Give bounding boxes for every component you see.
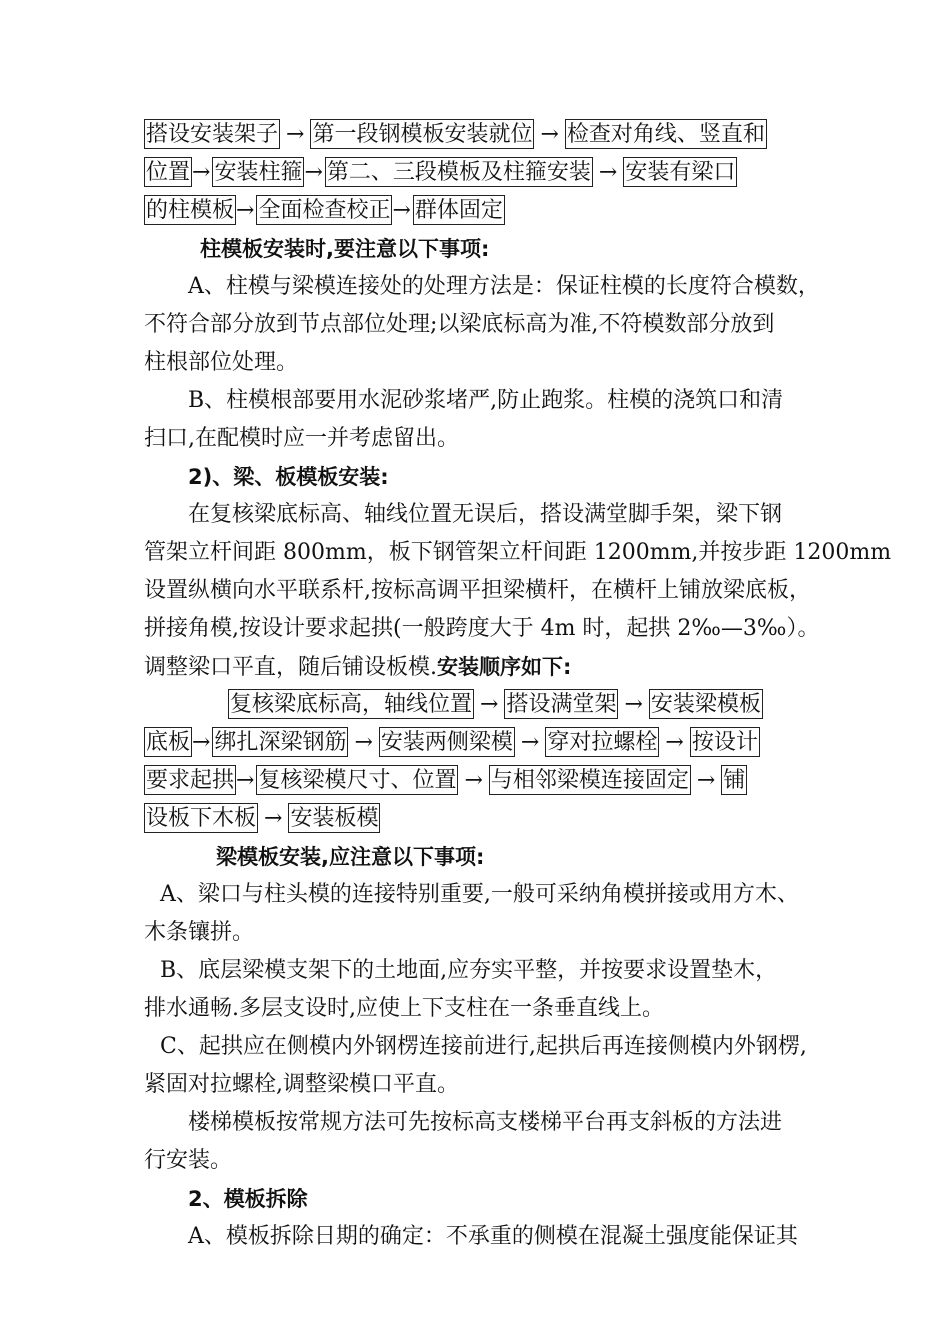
flow-step-box: 第二、三段模板及柱箍安装 bbox=[325, 157, 593, 187]
arrow-icon: → bbox=[236, 198, 255, 223]
arrow-icon: → bbox=[192, 160, 211, 185]
paragraph-line: B、柱模根部要用水泥砂浆堵严,防止跑浆。柱模的浇筑口和清 bbox=[188, 388, 784, 413]
flow-step-box: 检查对角线、竖直和 bbox=[565, 119, 767, 149]
section-heading: 柱模板安装时,要注意以下事项: bbox=[200, 237, 490, 261]
arrow-icon: → bbox=[520, 730, 540, 755]
paragraph-line: 管架立杆间距 800mm，板下钢管架立杆间距 1200mm,并按步距 1200mm bbox=[144, 540, 892, 565]
arrow-icon: → bbox=[192, 730, 211, 755]
flow-step-box: 的柱模板 bbox=[144, 195, 236, 225]
beam-flow-line-4 bbox=[144, 800, 814, 838]
flow-step-box: 安装两侧梁模 bbox=[379, 727, 515, 757]
flow-step-box: 搭设安装架子 bbox=[144, 119, 280, 149]
flow-step-box: 全面检查校正 bbox=[256, 195, 392, 225]
beam-flow-line-1 bbox=[228, 686, 814, 724]
paragraph-line: 柱根部位处理。 bbox=[144, 350, 299, 375]
flow-step-box: 要求起拱 bbox=[144, 765, 236, 795]
arrow-icon: → bbox=[236, 768, 255, 793]
flow-step-box: 安装梁模板 bbox=[649, 689, 763, 719]
flow-step-box: 设板下木板 bbox=[144, 803, 258, 833]
arrow-icon: → bbox=[392, 198, 411, 223]
paragraph-line: B、底层梁模支架下的土地面,应夯实平整，并按要求设置垫木， bbox=[160, 958, 778, 983]
column-flow-line-2 bbox=[144, 154, 814, 192]
arrow-icon: → bbox=[286, 122, 305, 147]
paragraph-line: A、柱模与梁模连接处的处理方法是：保证柱模的长度符合模数， bbox=[188, 274, 820, 299]
paragraph-line: 扫口,在配模时应一并考虑留出。 bbox=[144, 426, 459, 451]
paragraph-line: 紧固对拉螺栓,调整梁模口平直。 bbox=[144, 1072, 459, 1097]
arrow-icon: → bbox=[665, 730, 684, 755]
flow-step-box: 按设计 bbox=[690, 727, 760, 757]
section-heading: 2)、梁、板模板安装: bbox=[188, 465, 389, 489]
section-heading: 2、模板拆除 bbox=[188, 1187, 308, 1211]
flow-step-box: 穿对拉螺栓 bbox=[545, 727, 659, 757]
paragraph-line: A、模板拆除日期的确定：不承重的侧模在混凝土强度能保证其 bbox=[188, 1224, 798, 1249]
beam-flow-line-2 bbox=[144, 724, 814, 762]
arrow-icon: → bbox=[354, 730, 373, 755]
arrow-icon: → bbox=[598, 160, 618, 185]
flow-step-box: 群体固定 bbox=[413, 195, 505, 225]
flow-step-box: 安装有梁口 bbox=[623, 157, 737, 187]
arrow-icon: → bbox=[480, 692, 499, 717]
paragraph-line: 木条镶拼。 bbox=[144, 920, 255, 945]
paragraph-line: 排水通畅.多层支设时,应使上下支柱在一条垂直线上。 bbox=[144, 996, 664, 1021]
flow-step-box: 复核梁模尺寸、位置 bbox=[256, 765, 458, 795]
paragraph-line: 设置纵横向水平联系杆,按标高调平担梁横杆，在横杆上铺放梁底板， bbox=[144, 578, 811, 603]
section-heading: 梁模板安装,应注意以下事项: bbox=[216, 845, 485, 869]
paragraph-line bbox=[144, 648, 814, 686]
paragraph-line: 拼接角模,按设计要求起拱(一般跨度大于 4m 时，起拱 2‰—3‰）。 bbox=[144, 616, 820, 641]
flow-step-box: 安装板模 bbox=[288, 803, 380, 833]
column-flow-line-1 bbox=[144, 116, 814, 154]
paragraph-text: 调整梁口平直，随后铺设板模. bbox=[144, 655, 437, 680]
flow-step-box: 第一段钢模板安装就位 bbox=[310, 119, 534, 149]
flow-step-box: 位置 bbox=[144, 157, 192, 187]
flow-step-box: 绑扎深梁钢筋 bbox=[212, 727, 348, 757]
paragraph-line: C、起拱应在侧模内外钢楞连接前进行,起拱后再连接侧模内外钢楞, bbox=[160, 1034, 807, 1059]
paragraph-line: 不符合部分放到节点部位处理;以梁底标高为准,不符模数部分放到 bbox=[144, 312, 775, 337]
arrow-icon: → bbox=[264, 806, 283, 831]
column-flow-line-3 bbox=[144, 192, 814, 230]
arrow-icon: → bbox=[696, 768, 716, 793]
flow-step-box: 搭设满堂架 bbox=[504, 689, 618, 719]
flow-step-box: 铺 bbox=[721, 765, 747, 795]
arrow-icon: → bbox=[304, 160, 323, 185]
arrow-icon: → bbox=[540, 122, 559, 147]
paragraph-line: A、梁口与柱头模的连接特别重要,一般可采纳角模拼接或用方木、 bbox=[160, 882, 799, 907]
paragraph-line: 楼梯模板按常规方法可先按标高支楼梯平台再支斜板的方法进 bbox=[188, 1110, 783, 1135]
arrow-icon: → bbox=[464, 768, 483, 793]
paragraph-line: 在复核梁底标高、轴线位置无误后，搭设满堂脚手架，梁下钢 bbox=[188, 502, 783, 527]
flow-step-box: 底板 bbox=[144, 727, 192, 757]
flow-step-box: 安装柱箍 bbox=[212, 157, 304, 187]
flow-step-box: 与相邻梁模连接固定 bbox=[489, 765, 691, 795]
beam-flow-line-3 bbox=[144, 762, 814, 800]
bold-lead-in: 安装顺序如下: bbox=[437, 655, 572, 679]
arrow-icon: → bbox=[624, 692, 643, 717]
paragraph-line: 行安装。 bbox=[144, 1148, 233, 1173]
flow-step-box: 复核梁底标高，轴线位置 bbox=[228, 689, 474, 719]
